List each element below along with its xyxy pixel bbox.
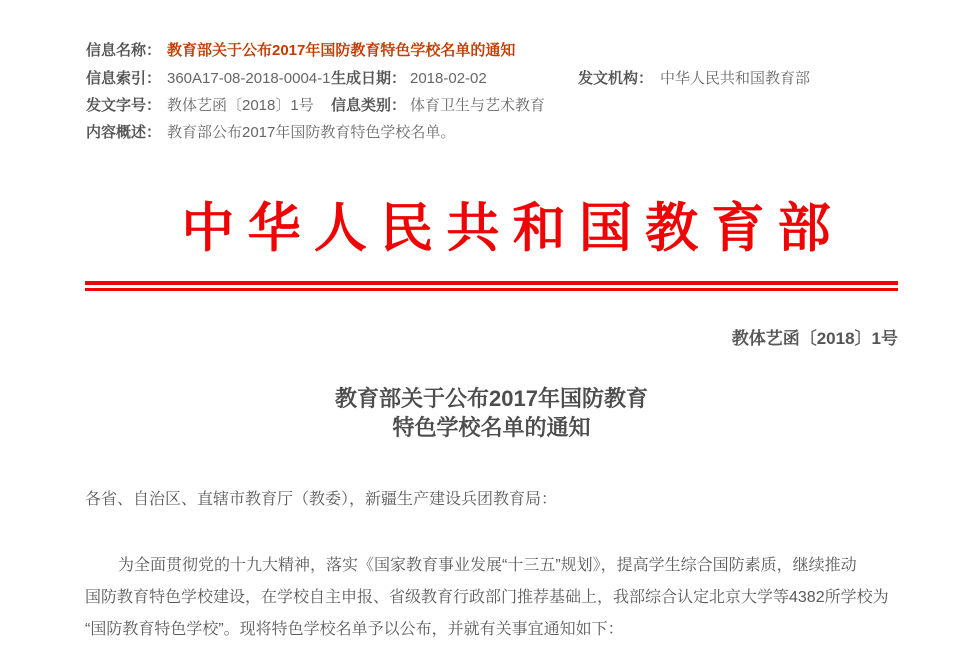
meta-value-date: 2018-02-02 xyxy=(410,70,487,87)
body-paragraph xyxy=(85,550,898,646)
meta-value-agency: 中华人民共和国教育部 xyxy=(660,70,811,87)
meta-row-name xyxy=(86,42,966,60)
notice-title xyxy=(85,384,898,442)
meta-label-date: 生成日期： xyxy=(331,70,407,87)
meta-label-docnum: 发文字号： xyxy=(86,97,162,114)
meta-label-agency: 发文机构： xyxy=(578,70,654,87)
meta-value-index: 360A17-08-2018-0004-1 xyxy=(167,70,331,87)
paragraph-line: 国防教育特色学校建设，在学校自主申报、省级教育行政部门推荐基础上，我部综合认定北京大学等4382所学校为 xyxy=(85,589,889,606)
notice-title-line1: 教育部关于公布2017年国防教育 xyxy=(335,386,648,411)
salutation: 各省、自治区、直辖市教育厅（教委），新疆生产建设兵团教育局： xyxy=(85,491,558,508)
metadata-table xyxy=(86,42,966,142)
paragraph-line: 为全面贯彻党的十九大精神，落实《国家教育事业发展“十三五”规划》，提高学生综合国防素质，继续推动 xyxy=(118,557,857,574)
notice-title-line2: 特色学校名单的通知 xyxy=(392,415,591,440)
red-rule-thin xyxy=(85,288,898,291)
meta-value-docnum: 教体艺函〔2018〕1号 xyxy=(167,97,314,114)
meta-row-index xyxy=(86,70,966,88)
meta-label-category: 信息类别： xyxy=(331,97,407,114)
meta-value-summary: 教育部公布2017年国防教育特色学校名单。 xyxy=(167,124,456,141)
doc-number: 教体艺函〔2018〕1号 xyxy=(731,329,898,348)
paragraph-line: “国防教育特色学校”。现将特色学校名单予以公布，并就有关事宜通知如下： xyxy=(85,621,624,638)
meta-label-index: 信息索引： xyxy=(86,70,162,87)
red-rule-thick xyxy=(85,281,898,285)
meta-row-summary xyxy=(86,124,966,142)
letterhead-title: 中 华 人 民 共 和 国 教 育 部 xyxy=(181,200,831,258)
meta-value-name: 教育部关于公布2017年国防教育特色学校名单的通知 xyxy=(167,42,516,59)
meta-label-name: 信息名称： xyxy=(86,42,162,59)
meta-label-summary: 内容概述： xyxy=(86,124,162,141)
meta-row-docnum xyxy=(86,97,966,115)
meta-value-category: 体育卫生与艺术教育 xyxy=(410,97,546,114)
